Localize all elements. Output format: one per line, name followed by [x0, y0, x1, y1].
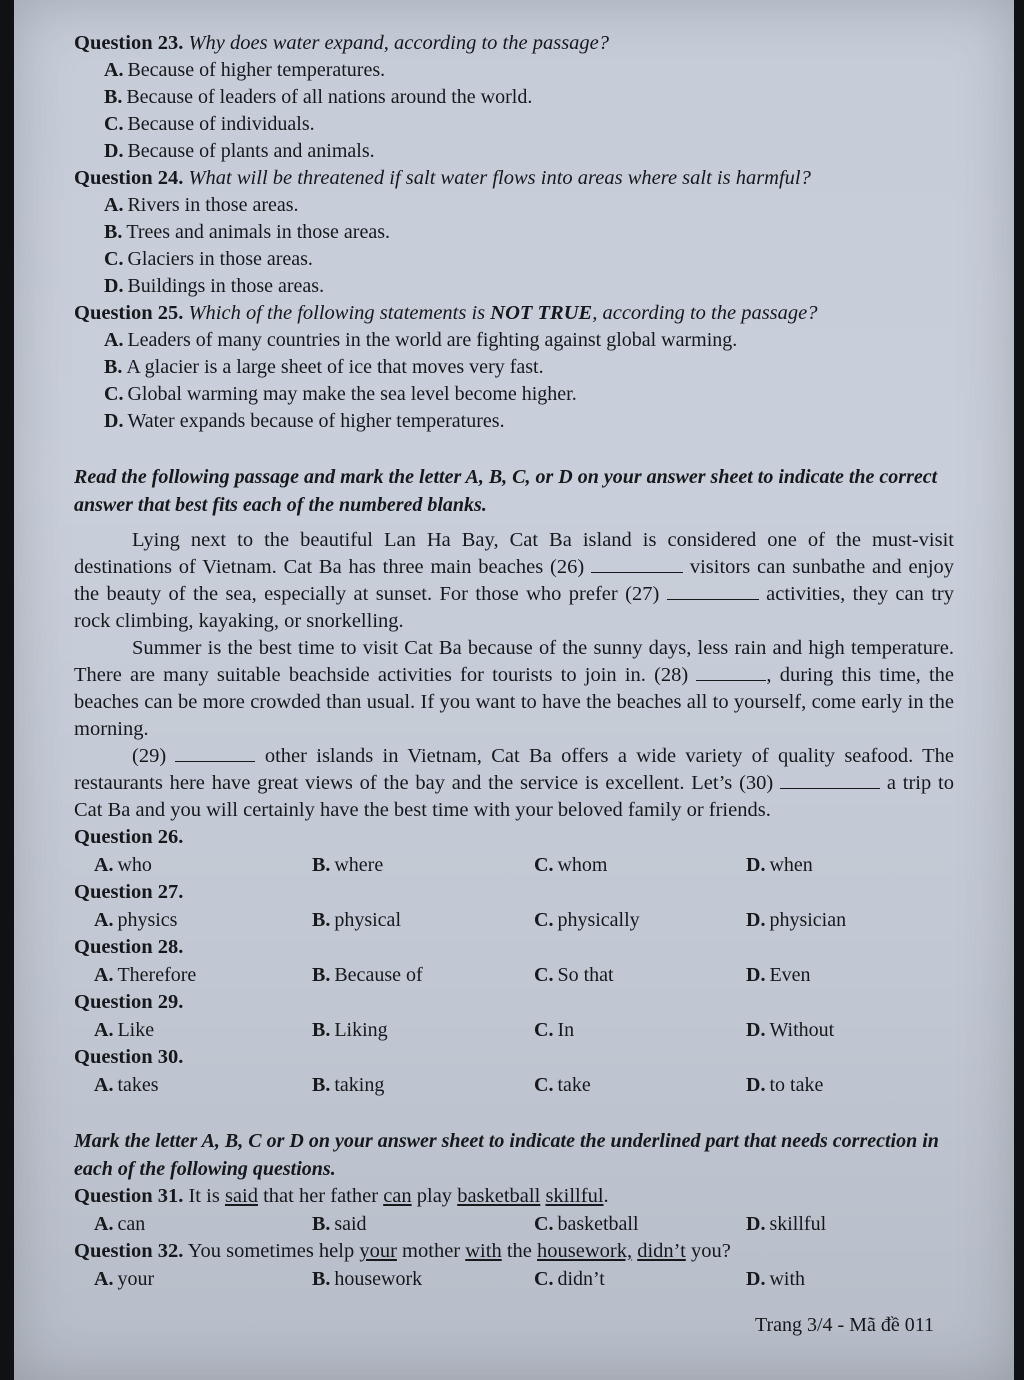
question-text: What will be threatened if salt water flows into areas where salt is harmful? — [188, 167, 811, 189]
question-25 — [74, 300, 954, 327]
option-c: C. physically — [534, 909, 640, 931]
option-b: B. Because of leaders of all nations around the world. — [104, 86, 533, 108]
option-c: C. Because of individuals. — [104, 113, 315, 135]
underlined-part: didn’t — [637, 1240, 686, 1262]
option-c: C. In — [534, 1019, 575, 1041]
page-content — [74, 30, 954, 1293]
question-32: Question 32. You sometimes help your mother with the housework, didn’t you? — [74, 1240, 731, 1262]
cloze-question-27 — [74, 879, 954, 934]
underlined-part: your — [359, 1240, 397, 1262]
page-footer: Trang 3/4 - Mã đề 011 — [754, 1314, 934, 1336]
cloze-question-30 — [74, 1044, 954, 1099]
option-c: C. Glaciers in those areas. — [104, 248, 313, 270]
blank-29 — [175, 743, 255, 762]
option-a: A. who — [94, 854, 152, 876]
option-a: A. Therefore — [94, 964, 197, 986]
option-b: B. Liking — [312, 1019, 388, 1041]
option-a: A. physics — [94, 909, 178, 931]
error-instruction: Mark the letter A, B, C or D on your answer sheet to indicate the underlined part that needs correction in each of the following questions. — [74, 1130, 939, 1180]
question-number: Question 31. — [74, 1185, 184, 1207]
option-a: A. can — [94, 1213, 146, 1235]
underlined-part: said — [224, 1185, 258, 1207]
option-a: A. Because of higher temperatures. — [104, 59, 386, 81]
option-d: D. with — [746, 1268, 806, 1290]
options-row — [74, 1071, 954, 1099]
option-b: B. A glacier is a large sheet of ice that moves very fast. — [104, 356, 544, 378]
option-b: B. where — [312, 854, 384, 876]
options-row — [74, 906, 954, 934]
cloze-question-28 — [74, 934, 954, 989]
question-number: Question 24. — [74, 167, 184, 189]
options-row — [74, 961, 954, 989]
blank-30 — [780, 770, 880, 789]
exam-page — [14, 0, 1014, 1380]
option-d: D. skillful — [746, 1213, 827, 1235]
option-d: D. Without — [746, 1019, 835, 1041]
underlined-part: can — [383, 1185, 412, 1207]
option-c: C. take — [534, 1074, 591, 1096]
option-b: B. said — [312, 1213, 367, 1235]
option-d: D. Buildings in those areas. — [104, 275, 325, 297]
underlined-part: skillful — [545, 1185, 604, 1207]
question-24 — [74, 165, 954, 192]
question-number: Question 32. — [74, 1240, 184, 1262]
underlined-part: basketball — [457, 1185, 541, 1207]
underlined-part: with — [465, 1240, 502, 1262]
cloze-instruction: Read the following passage and mark the letter A, B, C, or D on your answer sheet to indicate the correct answer that best fits each of the numbered blanks. — [74, 466, 938, 516]
blank-28 — [696, 662, 766, 681]
cloze-question-29 — [74, 989, 954, 1044]
options-row — [74, 851, 954, 879]
question-text: Which of the following statements is NOT TRUE, according to the passage? — [188, 302, 818, 324]
option-d: D. to take — [746, 1074, 824, 1096]
question-number: Question 30. — [74, 1046, 184, 1068]
question-number: Question 25. — [74, 302, 184, 324]
option-b: B. taking — [312, 1074, 385, 1096]
option-a: A. takes — [94, 1074, 159, 1096]
options-row — [74, 1210, 954, 1238]
question-number: Question 28. — [74, 936, 184, 958]
question-23 — [74, 30, 954, 57]
option-d: D. Water expands because of higher temperatures. — [104, 410, 505, 432]
question-number: Question 29. — [74, 991, 184, 1013]
underlined-part: housework, — [537, 1240, 633, 1262]
option-a: A. your — [94, 1268, 155, 1290]
options-row — [74, 1265, 954, 1293]
passage-paragraph-1: Lying next to the beautiful Lan Ha Bay, Cat Ba island is considered one of the must-visit destinations of Vietnam. Cat Ba has three main beaches (26) visitors can sunbathe and enjoy the beauty of the sea, especially at sunset. For those who prefer (27) activities, they can try rock climbing, kayaking, or snorkelling. — [74, 529, 955, 632]
option-b: B. Trees and animals in those areas. — [104, 221, 390, 243]
cloze-question-26 — [74, 824, 954, 879]
option-c: C. didn’t — [534, 1268, 605, 1290]
option-c: C. basketball — [534, 1213, 639, 1235]
option-c: C. whom — [534, 854, 608, 876]
blank-26 — [591, 554, 683, 573]
option-d: D. physician — [746, 909, 847, 931]
question-31: Question 31. It is said that her father can play basketball skillful. — [74, 1185, 609, 1207]
options-row — [74, 1016, 954, 1044]
question-number: Question 27. — [74, 881, 184, 903]
option-b: B. housework — [312, 1268, 423, 1290]
blank-27 — [667, 581, 759, 600]
option-a: A. Rivers in those areas. — [104, 194, 299, 216]
option-b: B. physical — [312, 909, 401, 931]
option-d: D. Even — [746, 964, 811, 986]
passage-paragraph-3: (29) other islands in Vietnam, Cat Ba offers a wide variety of quality seafood. The restaurants here have great views of the bay and the service is excellent. Let’s (30) a trip to Cat Ba and you will certainly have the best time with your beloved family or friends. — [74, 745, 955, 821]
option-b: B. Because of — [312, 964, 423, 986]
option-d: D. Because of plants and animals. — [104, 140, 375, 162]
option-c: C. So that — [534, 964, 614, 986]
question-number: Question 23. — [74, 32, 184, 54]
passage-paragraph-2: Summer is the best time to visit Cat Ba because of the sunny days, less rain and high temperature. There are many suitable beachside activities for tourists to join in. (28) , during this time, the beaches can be more crowded than usual. If you want to have the beaches all to yourself, come early in the morning. — [74, 637, 954, 740]
option-d: D. when — [746, 854, 813, 876]
option-a: A. Leaders of many countries in the world are fighting against global warming. — [104, 329, 738, 351]
question-number: Question 26. — [74, 826, 184, 848]
option-a: A. Like — [94, 1019, 155, 1041]
question-text: Why does water expand, according to the passage? — [188, 32, 610, 54]
option-c: C. Global warming may make the sea level become higher. — [104, 383, 577, 405]
